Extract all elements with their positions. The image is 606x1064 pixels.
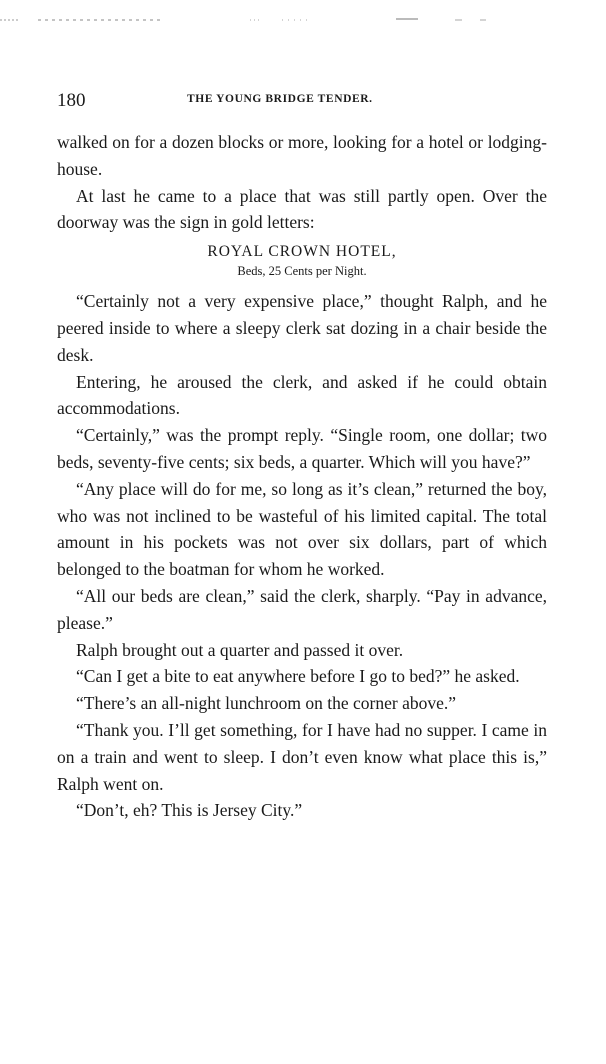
paragraph: “Can I get a bite to eat anywhere before I go to bed?” he asked. <box>76 666 520 687</box>
body-text <box>57 129 547 824</box>
paragraph: “There’s an all-night lunchroom on the corner above.” <box>76 693 456 714</box>
paragraph: Entering, he aroused the clerk, and asked if he could obtain accommodations. <box>57 371 547 419</box>
running-head <box>57 90 547 114</box>
running-title: THE YOUNG BRIDGE TENDER. <box>187 93 373 105</box>
paragraph: “Any place will do for me, so long as it’s clean,” returned the boy, who was not inclined to be wasteful of his limited capital. The total amount in his pockets was not over six dollars, part of which belonged to the boatman for whom he worked. <box>57 478 547 580</box>
paragraph: “Thank you. I’ll get something, for I have had no supper. I came in on a train and went to sleep. I don’t even know what place this is,” Ralph went on. <box>57 719 547 794</box>
paragraph: At last he came to a place that was still partly open. Over the doorway was the sign in gold letters: <box>57 185 547 233</box>
paragraph: “Don’t, eh? This is Jersey City.” <box>76 800 303 821</box>
paragraph: “Certainly,” was the prompt reply. “Single room, one dollar; two beds, seventy-five cents; six beds, a quarter. Which will you have?” <box>57 425 547 472</box>
scan-artifact-marks <box>0 18 606 22</box>
hotel-sign <box>57 244 547 277</box>
paragraph: walked on for a dozen blocks or more, looking for a hotel or lodging-house. <box>57 132 547 179</box>
paragraph: “All our beds are clean,” said the clerk, sharply. “Pay in advance, please.” <box>57 585 547 633</box>
page-number: 180 <box>57 90 86 111</box>
sign-subtitle: Beds, 25 Cents per Night. <box>237 263 367 278</box>
sign-title: ROYAL CROWN HOTEL, <box>207 243 397 261</box>
paragraph: “Certainly not a very expensive place,” thought Ralph, and he peered inside to where a sleepy clerk sat dozing in a chair beside the desk. <box>57 291 547 365</box>
paragraph: Ralph brought out a quarter and passed it over. <box>76 639 404 660</box>
